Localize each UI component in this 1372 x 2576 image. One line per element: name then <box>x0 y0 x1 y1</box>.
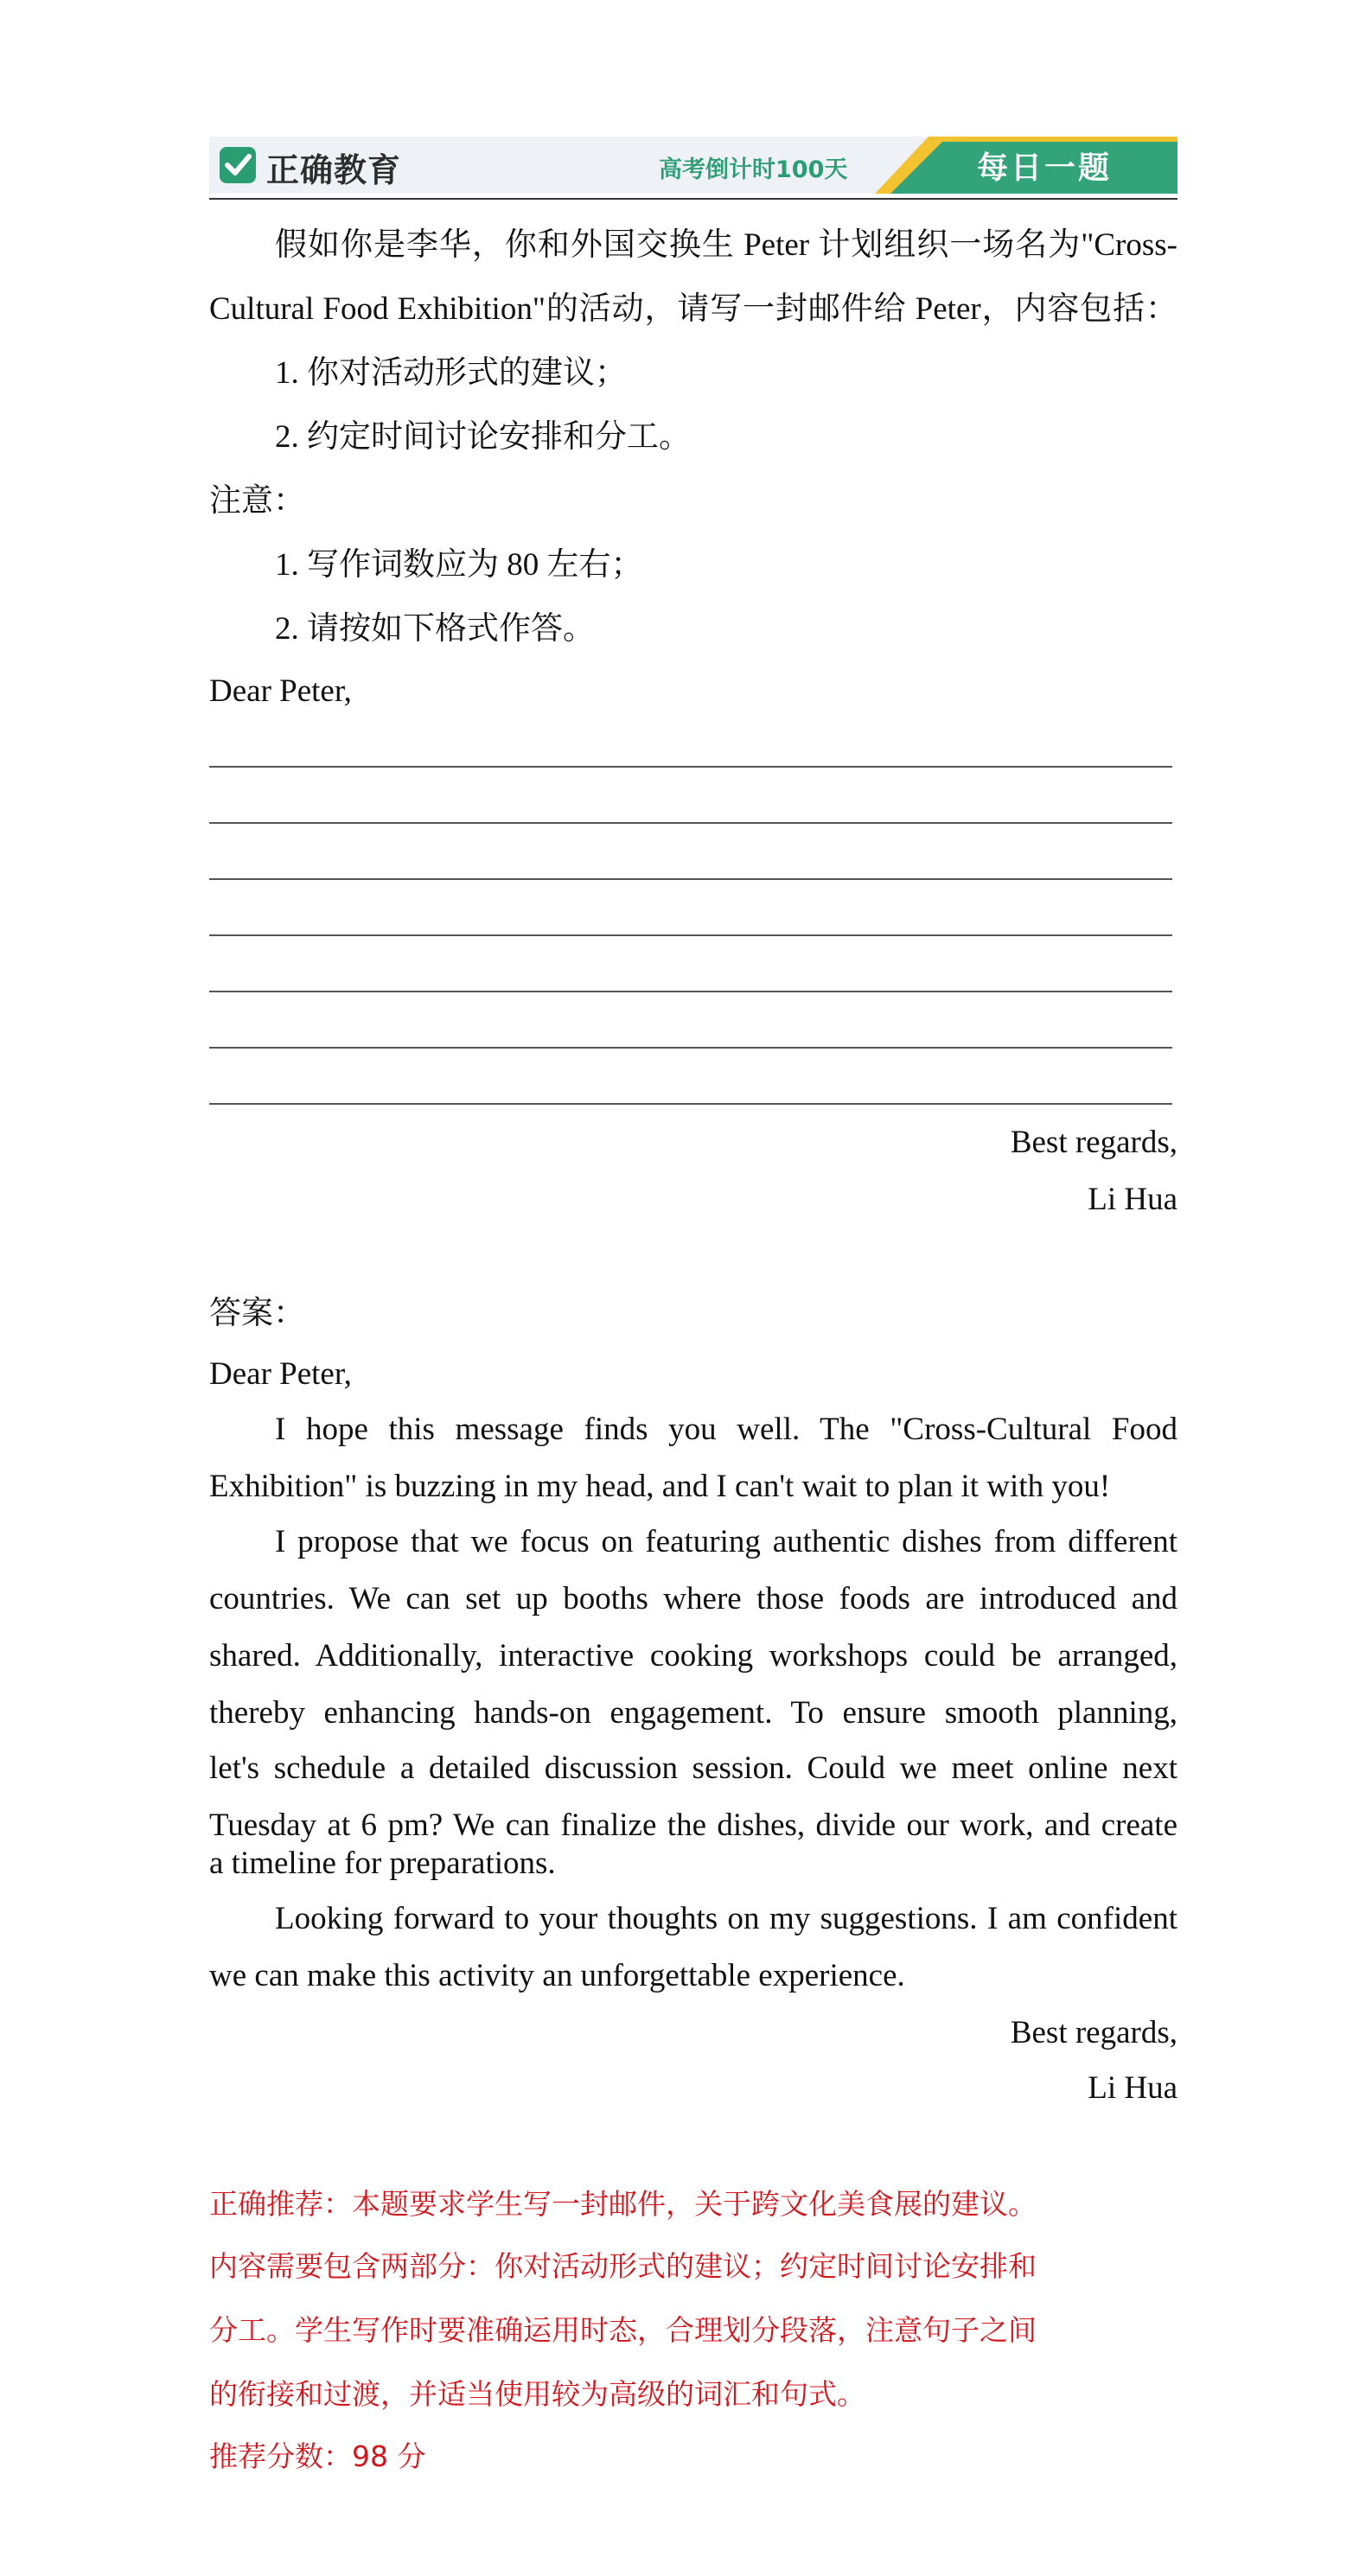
writing-line[interactable] <box>209 991 1172 992</box>
writing-line[interactable] <box>209 878 1172 880</box>
prompt-line-2: Cultural Food Exhibition"的活动，请写一封邮件给 Peter，内容包括： <box>209 291 1177 327</box>
note-item-1: 1. 写作词数应为 80 左右； <box>275 547 643 583</box>
answer-line: I propose that we focus on featuring authentic dishes from different <box>275 1524 1177 1559</box>
daily-question-label: 每日一题 <box>977 150 1113 186</box>
answer-line: I hope this message finds you well. The "Cross-Cultural Food <box>275 1412 1177 1447</box>
answer-label: 答案： <box>209 1296 305 1331</box>
answer-line: countries. We can set up booths where those foods are introduced and <box>209 1581 1177 1616</box>
answer-signature: Li Hua <box>1088 2070 1177 2106</box>
exam-countdown: 高考倒计时100天 <box>659 156 848 183</box>
answer-line: Exhibition" is buzzing in my head, and I can't wait to plan it with you! <box>209 1469 1111 1504</box>
recommendation-line: 分工。学生写作时要准确运用时态，合理划分段落，注意句子之间 <box>209 2313 1037 2347</box>
writing-line[interactable] <box>209 766 1172 768</box>
answer-line: we can make this activity an unforgettable experience. <box>209 1958 905 1993</box>
writing-line[interactable] <box>209 822 1172 824</box>
template-signature: Li Hua <box>1088 1182 1177 1217</box>
brand-name: 正确教育 <box>266 151 402 189</box>
writing-line[interactable] <box>209 934 1172 936</box>
recommendation-line: 正确推荐：本题要求学生写一封邮件，关于跨文化美食展的建议。 <box>209 2187 1037 2221</box>
daily-question-tab <box>875 137 1177 194</box>
template-greeting: Dear Peter, <box>209 673 352 709</box>
answer-line: thereby enhancing hands-on engagement. To ensure smooth planning, <box>209 1695 1177 1731</box>
answer-line: let's schedule a detailed discussion session. Could we meet online next <box>209 1750 1177 1786</box>
template-closing: Best regards, <box>1010 1125 1177 1160</box>
writing-line[interactable] <box>209 1103 1172 1105</box>
note-label: 注意： <box>209 483 305 519</box>
checkmark-icon <box>218 145 258 185</box>
requirement-item-1: 1. 你对活动形式的建议； <box>275 355 627 391</box>
recommendation-line: 内容需要包含两部分：你对活动形式的建议；约定时间讨论安排和 <box>209 2249 1037 2283</box>
requirement-item-2: 2. 约定时间讨论安排和分工。 <box>275 419 691 455</box>
answer-closing: Best regards, <box>1010 2015 1177 2050</box>
header-banner <box>209 137 1177 194</box>
answer-line: Tuesday at 6 pm? We can finalize the dishes, divide our work, and create <box>209 1808 1177 1843</box>
note-item-2: 2. 请按如下格式作答。 <box>275 611 595 647</box>
recommended-score: 推荐分数：98 分 <box>209 2439 426 2473</box>
answer-greeting: Dear Peter, <box>209 1356 352 1392</box>
recommendation-line: 的衔接和过渡，并适当使用较为高级的词汇和句式。 <box>209 2377 865 2411</box>
answer-line: shared. Additionally, interactive cooking workshops could be arranged, <box>209 1638 1177 1674</box>
header-divider <box>209 198 1177 200</box>
writing-line[interactable] <box>209 1047 1172 1049</box>
answer-line: a timeline for preparations. <box>209 1846 556 1881</box>
answer-line: Looking forward to your thoughts on my suggestions. I am confident <box>275 1901 1177 1936</box>
prompt-line-1: 假如你是李华，你和外国交换生 Peter 计划组织一场名为"Cross- <box>275 227 1177 263</box>
